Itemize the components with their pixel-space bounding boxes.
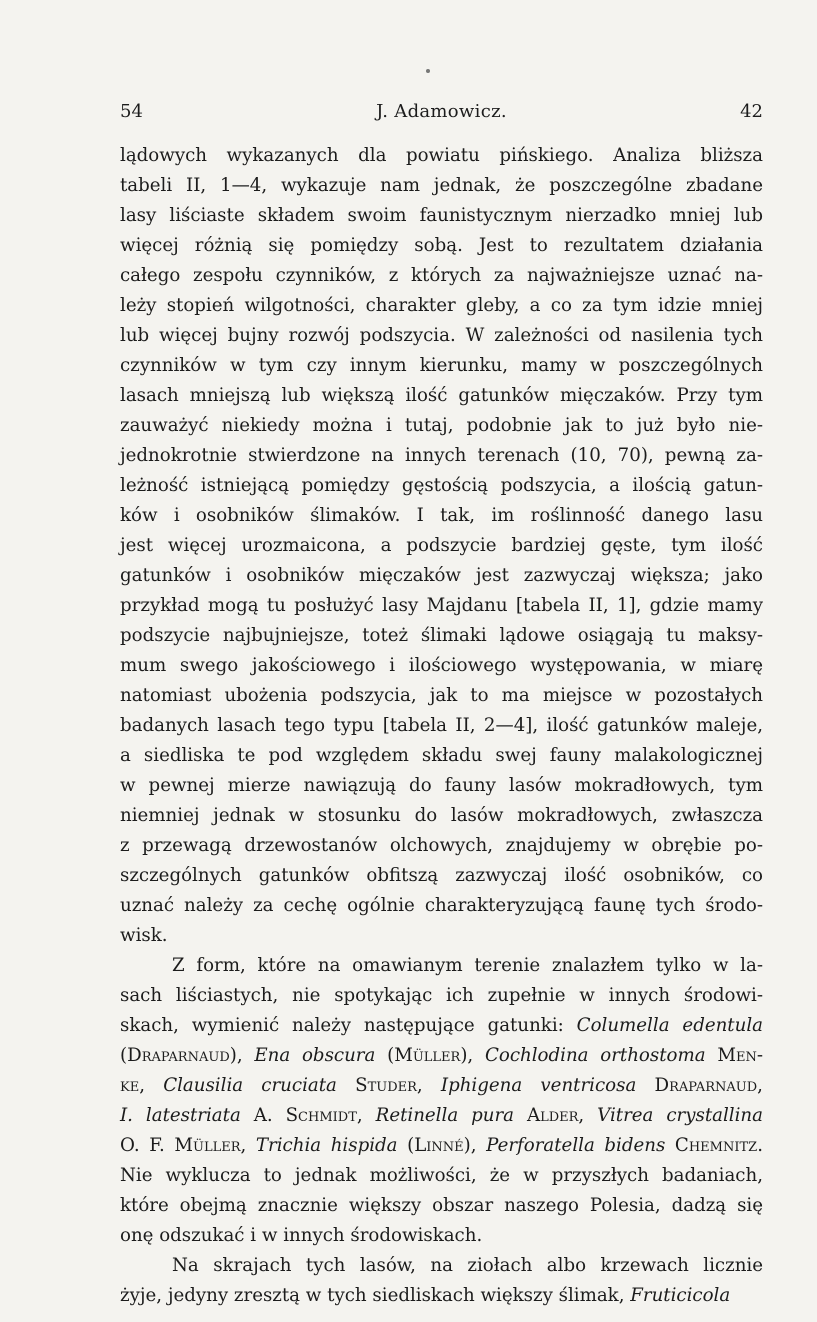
text-line xyxy=(120,171,763,201)
text-segment: ), xyxy=(460,1045,485,1066)
text-line xyxy=(120,1251,763,1281)
text-segment: Na skrajach tych lasów, na ziołach albo krzewach licznie xyxy=(172,1255,763,1276)
author-name: ke xyxy=(120,1075,140,1096)
text-segment: jednokrotnie stwierdzone na innych terenach (10, 70), pewną za- xyxy=(120,445,763,466)
text-segment: wisk. xyxy=(120,925,168,946)
text-segment: sach liściastych, nie spotykając ich zupełnie w innych środowi- xyxy=(120,985,763,1006)
text-line xyxy=(120,201,763,231)
text-segment: , xyxy=(416,1075,441,1096)
text-segment: które obejmą znacznie większy obszar naszego Polesia, dadzą się xyxy=(120,1195,763,1216)
text-segment: lasach mniejszą lub większą ilość gatunków mięczaków. Przy tym xyxy=(120,385,763,406)
print-speck xyxy=(426,69,430,73)
text-segment: żyje, jedyny zresztą w tych siedliskach większy ślimak, xyxy=(120,1285,631,1306)
text-segment: A. xyxy=(240,1105,286,1126)
text-line xyxy=(120,681,763,711)
text-segment: badanych lasach tego typu [tabela II, 2—4], ilość gatunków maleje, xyxy=(120,715,763,736)
text-line xyxy=(120,1281,763,1311)
text-segment: ( xyxy=(397,1135,415,1156)
text-segment: całego zespołu czynników, z których za najważniejsze uznać na- xyxy=(120,265,763,286)
text-line xyxy=(120,441,763,471)
species-name: Retinella pura xyxy=(375,1105,514,1126)
text-segment: , xyxy=(240,1135,256,1156)
running-head-author: J. Adamowicz. xyxy=(376,101,507,122)
text-segment: O. F. xyxy=(120,1135,175,1156)
text-line xyxy=(120,951,763,981)
text-segment: Nie wyklucza to jednak możliwości, że w przyszłych badaniach, xyxy=(120,1165,763,1186)
text-line xyxy=(120,561,763,591)
text-segment: czynników w tym czy innym kierunku, mamy w poszczególnych xyxy=(120,355,763,376)
text-line xyxy=(120,1221,763,1251)
text-line xyxy=(120,501,763,531)
author-name: Linné xyxy=(414,1135,464,1156)
text-line xyxy=(120,591,763,621)
text-segment: a siedliska te pod względem składu swej fauny malakologicznej xyxy=(120,745,763,766)
text-line xyxy=(120,1101,763,1131)
author-name: Draparnaud xyxy=(654,1075,758,1096)
text-segment: skach, wymienić należy następujące gatunki: xyxy=(120,1015,577,1036)
species-name: Columella edentula xyxy=(576,1015,763,1036)
text-line xyxy=(120,621,763,651)
text-segment xyxy=(665,1135,675,1156)
text-line xyxy=(120,1131,763,1161)
species-name: Clausilia cruciata xyxy=(163,1075,337,1096)
text-line xyxy=(120,231,763,261)
text-segment: w pewnej mierze nawiązują do fauny lasów mokradłowych, tym xyxy=(120,775,763,796)
text-line xyxy=(120,1011,763,1041)
text-segment: , xyxy=(139,1075,164,1096)
text-line xyxy=(120,981,763,1011)
text-segment: niemniej jednak w stosunku do lasów mokradłowych, zwłaszcza xyxy=(120,805,763,826)
text-segment: ( xyxy=(375,1045,395,1066)
author-name: Chemnitz xyxy=(674,1135,758,1156)
text-segment: więcej różnią się pomiędzy sobą. Jest to rezultatem działania xyxy=(120,235,763,256)
text-line xyxy=(120,921,763,951)
author-name: Studer xyxy=(355,1075,417,1096)
text-segment: jest więcej urozmaicona, a podszycie bardziej gęste, tym ilość xyxy=(120,535,763,556)
text-segment: , xyxy=(757,1075,763,1096)
author-name: Men- xyxy=(717,1045,763,1066)
text-segment: z przewagą drzewostanów olchowych, znajdujemy w obrębie po- xyxy=(120,835,763,856)
text-line xyxy=(120,1161,763,1191)
running-header xyxy=(120,101,763,125)
text-line xyxy=(120,261,763,291)
text-segment: . xyxy=(757,1135,763,1156)
text-line xyxy=(120,411,763,441)
text-segment: tabeli II, 1—4, wykazuje nam jednak, że poszczególne zbadane xyxy=(120,175,763,196)
text-segment: ), xyxy=(229,1045,255,1066)
text-segment: ków i osobników ślimaków. I tak, im roślinność danego lasu xyxy=(120,505,763,526)
author-name: Schmidt xyxy=(285,1105,357,1126)
text-segment: , xyxy=(578,1105,598,1126)
author-name: Müller xyxy=(174,1135,241,1156)
species-name: Ena obscura xyxy=(254,1045,376,1066)
text-segment xyxy=(706,1045,718,1066)
body-text xyxy=(120,141,763,1311)
species-name: Trichia hispida xyxy=(255,1135,398,1156)
author-name: Draparnaud xyxy=(127,1045,230,1066)
text-line xyxy=(120,891,763,921)
text-line xyxy=(120,291,763,321)
text-line xyxy=(120,351,763,381)
text-line xyxy=(120,381,763,411)
text-segment: ( xyxy=(120,1045,128,1066)
text-line xyxy=(120,321,763,351)
text-segment xyxy=(337,1075,355,1096)
text-segment: przykład mogą tu posłużyć lasy Majdanu [tabela II, 1], gdzie mamy xyxy=(120,595,763,616)
text-segment: leżność istniejącą pomiędzy gęstością podszycia, a ilością gatun- xyxy=(120,475,763,496)
text-segment: uznać należy za cechę ogólnie charakteryzującą faunę tych środo- xyxy=(120,895,763,916)
text-line xyxy=(120,831,763,861)
text-line xyxy=(120,1191,763,1221)
page-number: 54 xyxy=(120,101,143,122)
text-segment: lasy liściaste składem swoim faunistycznym nierzadko mniej lub xyxy=(120,205,763,226)
text-line xyxy=(120,801,763,831)
text-line xyxy=(120,1071,763,1101)
author-name: Alder xyxy=(526,1105,579,1126)
text-segment: lub więcej bujny rozwój podszycia. W zależności od nasilenia tych xyxy=(120,325,763,346)
species-name: Iphigena ventricosa xyxy=(440,1075,637,1096)
section-number: 42 xyxy=(740,101,763,122)
text-segment: gatunków i osobników mięczaków jest zazwyczaj większa; jako xyxy=(120,565,763,586)
text-segment: podszycie najbujniejsze, toteż ślimaki lądowe osiągają tu maksy- xyxy=(120,625,763,646)
text-line xyxy=(120,471,763,501)
text-segment: natomiast ubożenia podszycia, jak to ma miejsce w pozostałych xyxy=(120,685,763,706)
text-segment xyxy=(636,1075,654,1096)
species-name: Cochlodina orthostoma xyxy=(484,1045,706,1066)
text-segment: Z form, które na omawianym terenie znalazłem tylko w la- xyxy=(172,955,763,976)
text-line xyxy=(120,771,763,801)
species-name: Fruticicola xyxy=(630,1285,731,1306)
species-name: Vitrea crystallina xyxy=(597,1105,763,1126)
text-segment xyxy=(514,1105,527,1126)
text-line xyxy=(120,1041,763,1071)
text-segment: lądowych wykazanych dla powiatu pińskiego. Analiza bliższa xyxy=(120,145,763,166)
text-line xyxy=(120,531,763,561)
text-segment: , xyxy=(356,1105,376,1126)
text-line xyxy=(120,711,763,741)
text-segment: szczególnych gatunków obfitszą zazwyczaj ilość osobników, co xyxy=(120,865,763,886)
text-line xyxy=(120,741,763,771)
text-segment: onę odszukać i w innych środowiskach. xyxy=(120,1225,483,1246)
text-segment: zauważyć niekiedy można i tutaj, podobnie jak to już było nie- xyxy=(120,415,763,436)
text-line xyxy=(120,141,763,171)
text-segment: leży stopień wilgotności, charakter gleby, a co za tym idzie mniej xyxy=(120,295,763,316)
text-line xyxy=(120,861,763,891)
text-segment: mum swego jakościowego i ilościowego występowania, w miarę xyxy=(120,655,763,676)
species-name: I. latestriata xyxy=(120,1105,241,1126)
text-segment: ), xyxy=(463,1135,487,1156)
author-name: Müller xyxy=(394,1045,461,1066)
text-line xyxy=(120,651,763,681)
species-name: Perforatella bidens xyxy=(486,1135,666,1156)
